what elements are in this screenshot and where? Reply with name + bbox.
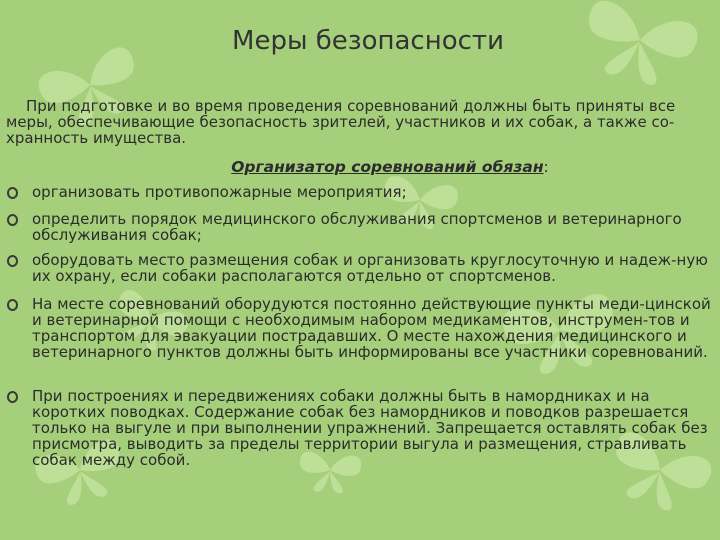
- bullet-text: оборудовать место размещения собак и организовать круглосуточную и надеж-ную их охрану, если собаки располагаются отдельно от спортсменов.: [32, 251, 708, 285]
- circle-bullet-icon: [7, 214, 18, 226]
- slide-title: Меры безопасности: [232, 26, 504, 56]
- intro-paragraph: При подготовке и во время проведения соревнований должны быть приняты все меры, обеспечивающие безопасность зрителей, участников и их собак, а также со-хранность имущества.: [6, 97, 676, 147]
- circle-bullet-icon: [7, 299, 18, 311]
- bullet-text: На месте соревнований оборудуются постоянно действующие пункты меди-цинской и ветеринарной помощи с необходимым набором медикаментов, инструмен-тов и транспортом для эвакуации пострадавших. О месте нахождения медицинского и ветеринарного пунктов должны быть информированы все участники соревнований.: [32, 295, 711, 361]
- bullet-text: определить порядок медицинского обслуживания спортсменов и ветеринарного обслуживания собак;: [32, 210, 682, 244]
- bullet-text: организовать противопожарные мероприятия;: [32, 183, 407, 201]
- bullet-text: При построениях и передвижениях собаки должны быть в намордниках и на коротких поводках. Содержание собак без намордников и поводков разрешается только на выгуле и при выполнении упражнений. Запрещается оставлять собак без присмотра, выводить за пределы территории выгула и размещения, стравливать собак между собой.: [32, 387, 708, 469]
- circle-bullet-icon: [7, 187, 18, 199]
- circle-bullet-icon: [7, 255, 18, 267]
- section-heading: [0, 158, 720, 176]
- section-heading-colon: :: [543, 158, 549, 176]
- section-heading-text: Организатор соревнований обязан: [231, 158, 544, 176]
- circle-bullet-icon: [7, 391, 18, 403]
